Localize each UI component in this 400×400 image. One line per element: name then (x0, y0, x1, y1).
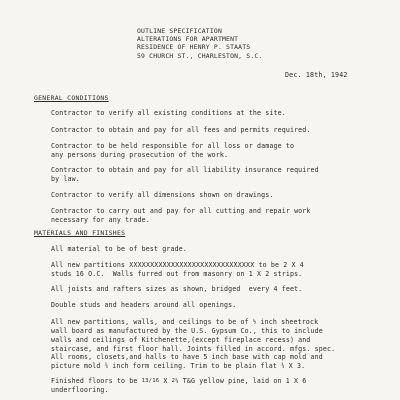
text-run: inch sheetrock wall board as manufactured by the U.S. Gypsum Co., this to include walls and ceilings of Kitchenette,(except fireplace recess) and staircase, and first floor hall. Joints filled in accord. mfgs. spec. (51, 318, 336, 353)
text-run: to be 2 X 4 studs 16 O.C. Walls furred out from masonry on 1 X 2 strips. (51, 261, 304, 278)
paragraph: Double studs and headers around all openings. (51, 301, 237, 309)
text-run: All new partitions (51, 261, 130, 269)
paragraph (51, 353, 323, 371)
header-line: ALTERATIONS FOR APARTMENT (137, 35, 239, 44)
fraction: 13/16 (141, 378, 160, 384)
fraction: 2¼ (171, 378, 179, 384)
document-header (137, 27, 262, 60)
paragraph: Contractor to verify all dimensions shown on drawings. (51, 191, 274, 199)
paragraph: Contractor to verify all existing conditions at the site. (51, 109, 286, 117)
text-run: X (159, 377, 172, 385)
section-heading-materials: MATERIALS AND FINISHES (34, 229, 126, 237)
fraction: ¾ (281, 363, 285, 369)
paragraph (51, 318, 335, 354)
header-line: OUTLINE SPECIFICATION (137, 27, 222, 35)
fraction: ½ (252, 319, 257, 325)
paragraph: Contractor to obtain and pay for all liability insurance required by law. (51, 166, 319, 183)
paragraph: Contractor to obtain and pay for all fees and permits required. (51, 126, 311, 134)
fraction: ¾ (104, 363, 109, 369)
text-run: Finished floors to be (51, 377, 142, 385)
text-run: All rooms, closets,and halls to have 5 inch base with cap mold and picture mold (51, 353, 323, 370)
paragraph: All material to be of best grade. (51, 245, 187, 253)
document-date: Dec. 18th, 1942 (285, 71, 348, 79)
paragraph: All joists and rafters sizes as shown, bridged every 4 feet. (51, 285, 303, 293)
header-line: RESIDENCE OF HENRY P. STAATS (137, 43, 251, 52)
paragraph: Contractor to be held responsible for all loss or damage to any persons during prosecution of the work. (51, 142, 295, 159)
paragraph (51, 261, 304, 279)
struck-out-text: XXXXXXXXXXXXXXXXXXXXXXXXXXXXXX (129, 261, 255, 269)
text-run: X 3. (284, 362, 306, 370)
text-run: T&G yellow pine, laid on 1 X 6 underflooring. (51, 377, 307, 394)
text-run: All new partitions, walls, and ceilings to be of (51, 318, 253, 326)
section-heading-general-conditions: GENERAL CONDITIONS (34, 94, 109, 102)
header-line: 59 CHURCH ST., CHARLESTON, S.C. (137, 51, 263, 60)
paragraph (51, 377, 306, 395)
paragraph: Contractor to carry out and pay for all cutting and repair work necessary for any trade. (51, 207, 311, 224)
text-run: inch form ceiling. Trim to be plain flat (108, 362, 282, 370)
